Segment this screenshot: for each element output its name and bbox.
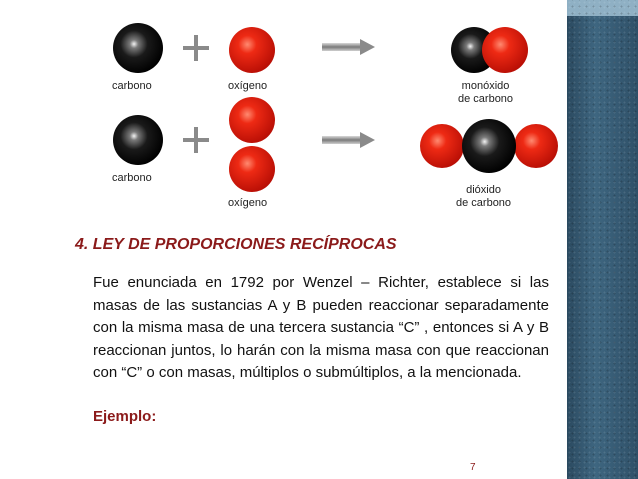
carbon-dioxide-molecule — [420, 119, 558, 173]
carbon-monoxide-molecule — [451, 27, 528, 73]
plus-sign — [183, 35, 209, 61]
caption-dioxide — [456, 184, 511, 210]
side-bar-accent — [567, 0, 638, 16]
carbon-atom — [113, 115, 163, 165]
caption-dioxide-line1: dióxido — [466, 184, 501, 196]
caption-monoxide-line1: monóxido — [461, 80, 510, 92]
caption-oxygen-1: oxígeno — [228, 80, 268, 92]
caption-monoxide — [458, 80, 513, 106]
caption-dioxide-line2: de carbono — [456, 197, 512, 209]
reaction-arrow — [322, 39, 375, 55]
caption-monoxide-line2: de carbono — [458, 93, 514, 105]
caption-carbon-2: carbono — [112, 172, 152, 184]
oxygen-atom — [229, 27, 275, 73]
page-number: 7 — [470, 462, 476, 473]
plus-sign — [183, 127, 209, 153]
section-heading: 4. LEY DE PROPORCIONES RECÍPROCAS — [75, 236, 397, 253]
oxygen-atom — [229, 146, 275, 192]
example-label: Ejemplo: — [93, 408, 157, 425]
reaction-arrow — [322, 132, 375, 148]
caption-oxygen-2: oxígeno — [228, 197, 268, 209]
oxygen-atom — [229, 97, 275, 143]
decorative-side-bar — [567, 0, 638, 479]
reaction-illustration — [0, 0, 567, 222]
caption-carbon-1: carbono — [112, 80, 152, 92]
carbon-atom — [113, 23, 163, 73]
body-paragraph: Fue enunciada en 1792 por Wenzel – Richter, establece si las masas de las sustancias A y B pueden reaccionar separadamente con la misma masa de una tercera sustancia “C” , entonces si A y B reaccionan juntos, lo harán con la misma masa con que reaccionan con “C” o con masas, múltiplos o submúltiplos, a la mencionada. — [93, 274, 549, 381]
